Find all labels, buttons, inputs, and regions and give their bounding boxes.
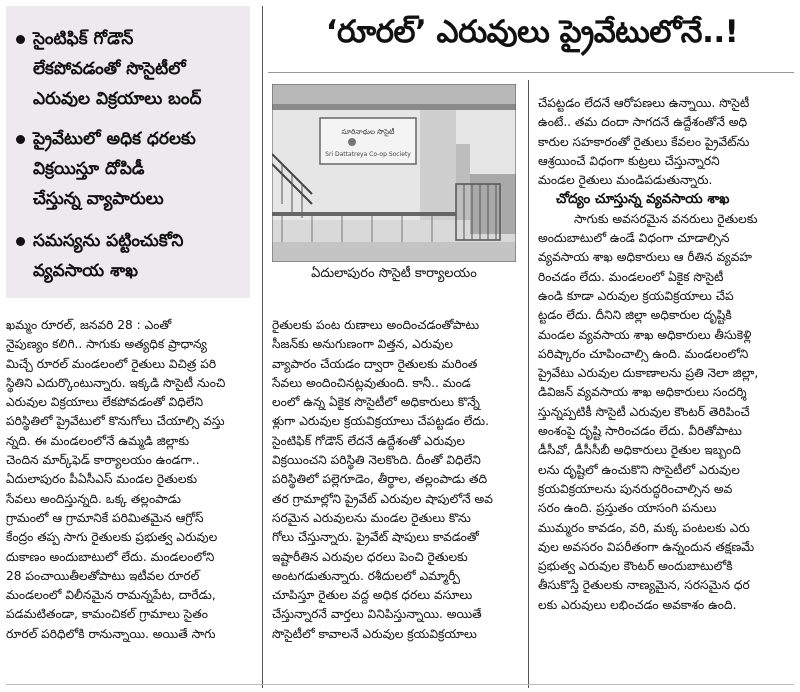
col1-line: రూరల్ పరిధిలోకి రానున్నాయి. అయితే సాగు [6,626,216,641]
col3-line: తీసుకొస్తే రైతులకు నాణ్యమైన, సరసమైన ధర [538,578,750,593]
col1-line: కేంద్రం తప్ప సాగు రైతులకు ప్రభుత్వ ఎరువుల [6,530,218,545]
bullet-dot [16,135,25,144]
bullet-dot [16,237,25,246]
bullet-1 [16,24,202,114]
col1-line: ఏదులాపురం పీఏసీఎస్ మండల రైతులకు [6,472,198,487]
col1-line: న్నది. ఈ మండలంలోనే ఉమ్మడి జిల్లాకు [6,433,190,448]
col2-line: రైతులకు పంట రుణాలు అందించడంతోపాటు [272,318,480,332]
bullet-2-line-1: ప్రైవేటులో అధిక ధరలకు [33,129,196,149]
society-office-photo [272,84,516,262]
col2-line: చూపిస్తూ రైతుల వద్ద అధిక ధరలు వసూలు [272,588,473,603]
col2-line: సైంటిఫిక్ గోడౌన్ లేదనే ఉద్దేశంతో ఎరువుల [272,433,466,448]
highlights-box [6,6,250,298]
col2-line: తర గ్రామాల్లోని ప్రైవేట్ ఎరువుల షాపులోనే అవ [272,491,493,506]
section-subheading: చోద్యం చూస్తున్న వ్యవసాయ శాఖ [556,191,730,208]
col3-line: అందుబాటులో ఉండే విధంగా చూడాల్సిన [538,231,730,246]
col1-line: స్థితిని ఎదుర్కొంటున్నారు. ఇక్కడి సొసైటీ నుంచి [6,375,226,390]
col3-line: లకు ఎరువులు లభించడం అవకాశం ఉంది. [538,597,737,612]
col2-line: సరమైన ఎరువులను మండల రైతులు కొను [272,510,471,525]
col3-line: ఆశ్రయించే విధంగా కుట్రలు చేస్తున్నారని [538,153,720,168]
col3-line: ప్రైవేటు ఎరువుల దుకాణాలను ప్రతి నెలా జిల్లా, [538,366,759,381]
bullet-1-line-3: ఎరువుల విక్రయాలు బంద్ [33,89,202,109]
col2-line: అంటగడుతున్నారు. రశీదులలో ఎమ్మార్పీ [272,568,460,583]
bullet-3 [16,226,183,286]
col1-line: ఎరువుల విక్రయాలు లేకపోవడంతో విధిలేని [6,395,204,410]
col3-line: ట్టడం లేదు. దీనిని జిల్లా అధికారుల దృష్టికి [538,308,732,323]
bullet-3-line-1: సమస్యను పట్టించుకోని [33,231,184,251]
col3-line: కారుల సహకారంతో రైతులు కేవలం ప్రైవేట్‌ను [538,134,750,149]
col3-line: ప్రభుత్వ ఎరువుల కౌంటర్ అందుబాటులోకి [538,559,733,574]
col3-line: మండల వ్యవసాయ శాఖ అధికారులు తీసుకెళ్లి [538,327,752,342]
col3-line: ఉండి కూడా ఎరువుల క్రయవిక్రయాలు చేప [538,288,734,303]
col1-line: మిచ్చే రూరల్ మండలంలో రైతులు విచిత్ర పరి [6,356,217,371]
col2-line: ళ్లుగా ఎరువుల క్రయవిక్రయాలు చేపట్టడం లేదు. [272,414,489,429]
column-1 [6,316,254,644]
signboard-emblem [348,138,356,146]
col2-line: గోలు చేస్తున్నారు. ప్రైవేట్ షాపులు కావడంతో [272,530,479,545]
col3-line: వ్యవసాయ శాఖ అధికారులు ఆ రీతిన వ్యవహ [538,250,752,265]
bullet-2-line-3: చేస్తున్న వ్యాపారులు [33,189,164,209]
col2-line: చేస్తున్నారనే వార్తలు వినిపిస్తున్నాయి. అయితే [272,607,482,622]
col3-line: సాగుకు అవసరమైన వనరులు రైతులకు [574,211,758,226]
column-2 [272,316,520,644]
photo-caption: ఏదులాపురం సొసైటీ కార్యాలయం [311,266,477,281]
headline-divider [268,72,794,73]
col1-line: చెందిన మార్క్‌ఫెడ్ కార్యాలయం ఉండగా.. [6,453,200,468]
bullet-3-line-2: వ్యవసాయ శాఖ [33,261,138,281]
col3-line: ఉంటే.. తమ దందా సాగదనే ఉద్దేశంతోనే అధి [538,115,748,130]
bullet-1-line-1: సైంటిఫిక్ గోడౌన్ [33,29,134,49]
bullet-2-line-2: విక్రయిస్తూ దోపిడీ [33,159,145,179]
col3-line: ముమ్మరం కావడం, వరి, మక్క పంటలకు ఎరు [538,520,750,535]
headline: ‘రూరల్’ ఎరువులు ప్రైవేటులోనే..! [325,14,739,50]
col1-line: సేవలు అందిస్తున్నది. ఒక్క తల్లంపాడు [6,491,181,506]
bullet-2 [16,124,196,214]
col1-line: నైపుణ్యం కలిగి.. సాగుకు అత్యధిక ప్రాధాన్య [6,337,207,352]
col1-line: పడమటితండా, కామంచికల్ గ్రామాలు సైతం [6,607,208,622]
col3-line: చేపట్టడం లేదనే ఆరోపణలు ఉన్నాయి. సొసైటీ [538,96,750,110]
column-divider-1 [262,6,263,688]
col3-line: అంశంపై దృష్టి సారించడం లేదు. వీరితోపాటు [538,424,742,439]
col3-line: లను దృష్టిలో ఉంచుకొని సొసైటీలో ఎరువుల [538,462,740,477]
signboard-line-1: సూరినాథుల సొసైటీ [341,128,395,136]
col1-line: ఖమ్మం రూరల్, జనవరి 28 : ఎంతో [6,318,172,332]
col2-line: సేవలు అందించినట్లవుతుంది. కానీ.. మండ [272,375,471,390]
col3-line: డివిజన్ వ్యవసాయ శాఖ అధికారులు సందర్శి [538,385,747,400]
col3-line: పరిష్కారం చూపించాల్సి ఉంది. మండలంలోని [538,346,749,361]
col2-line: ఇష్టారీతిన ఎరువుల ధరలు పెంచి రైతులకు [272,549,468,564]
col3-line: క్రయవిక్రయాలను పునరుద్ధరించాల్సిన అవ [538,481,733,496]
column-3 [538,94,794,615]
col1-line: 28 పంచాయితీలతోపాటు ఇటీవల రూరల్ [6,568,200,583]
col2-line: లంలో ఉన్న ఏకైక సొసైటీలో అధికారులు కొన్నే [272,395,480,410]
col1-line: పరిస్థితిలో ప్రైవేటులో కొనుగోలు చేయాల్సి వస్తు [6,414,225,429]
col2-line: సొసైటీలో కావాలనే ఎరువుల క్రయవిక్రయాలు [272,626,477,641]
col2-line: సీజన్‌కు అనుగుణంగా విత్తన, ఎరువుల [272,337,454,352]
col3-line: డీసీవో, డీసీసీబీ అధికారులు రైతుల ఇబ్బంది [538,443,741,458]
bullet-1-line-2: లేకపోవడంతో సొసైటీలో [33,59,186,79]
col3-line: రించడం లేదు. మండలంలో ఏకైక సొసైటీ [538,269,724,284]
column-divider-2 [528,80,529,688]
col1-line: గ్రామంలో ఆ గ్రామానికే పరిమితమైన ఆగ్రోస్ [6,510,204,525]
col3-line: మండల రైతులు మండిపడుతున్నారు. [538,173,713,188]
col1-line: దుకాణం అందుబాటులో లేదు. మండలంలోని [6,549,215,564]
col2-line: పరిస్థితిలో పల్లెగూడెం, తీర్థాల, తల్లంపాడు తది [272,472,488,487]
col2-line: వ్యాపారం చేయడం ద్వారా రైతులకు మరింత [272,356,478,371]
col3-line: సరం ఉంది. ప్రస్తుతం యాసంగి పనులు [538,501,717,516]
pillar [456,144,470,220]
col3-line: స్తున్నప్పటికీ సొసైటీ ఎరువుల కౌంటర్ తెరిపించే [538,404,750,419]
bullet-dot [16,35,25,44]
signboard-line-2: Sri Dattatreya Co-op Society [325,151,411,158]
col3-line: వుల అవసరం విపరీతంగా ఉన్నందున తక్షణమే [538,539,755,554]
col1-line: మండలంలో విలీనమైన రామన్నపేట, దారేడు, [6,588,216,603]
bottom-rule [6,684,794,685]
col2-line: విక్రయించని పరిస్థితి నెలకొంది. దీంతో విధిలేని [272,453,481,468]
